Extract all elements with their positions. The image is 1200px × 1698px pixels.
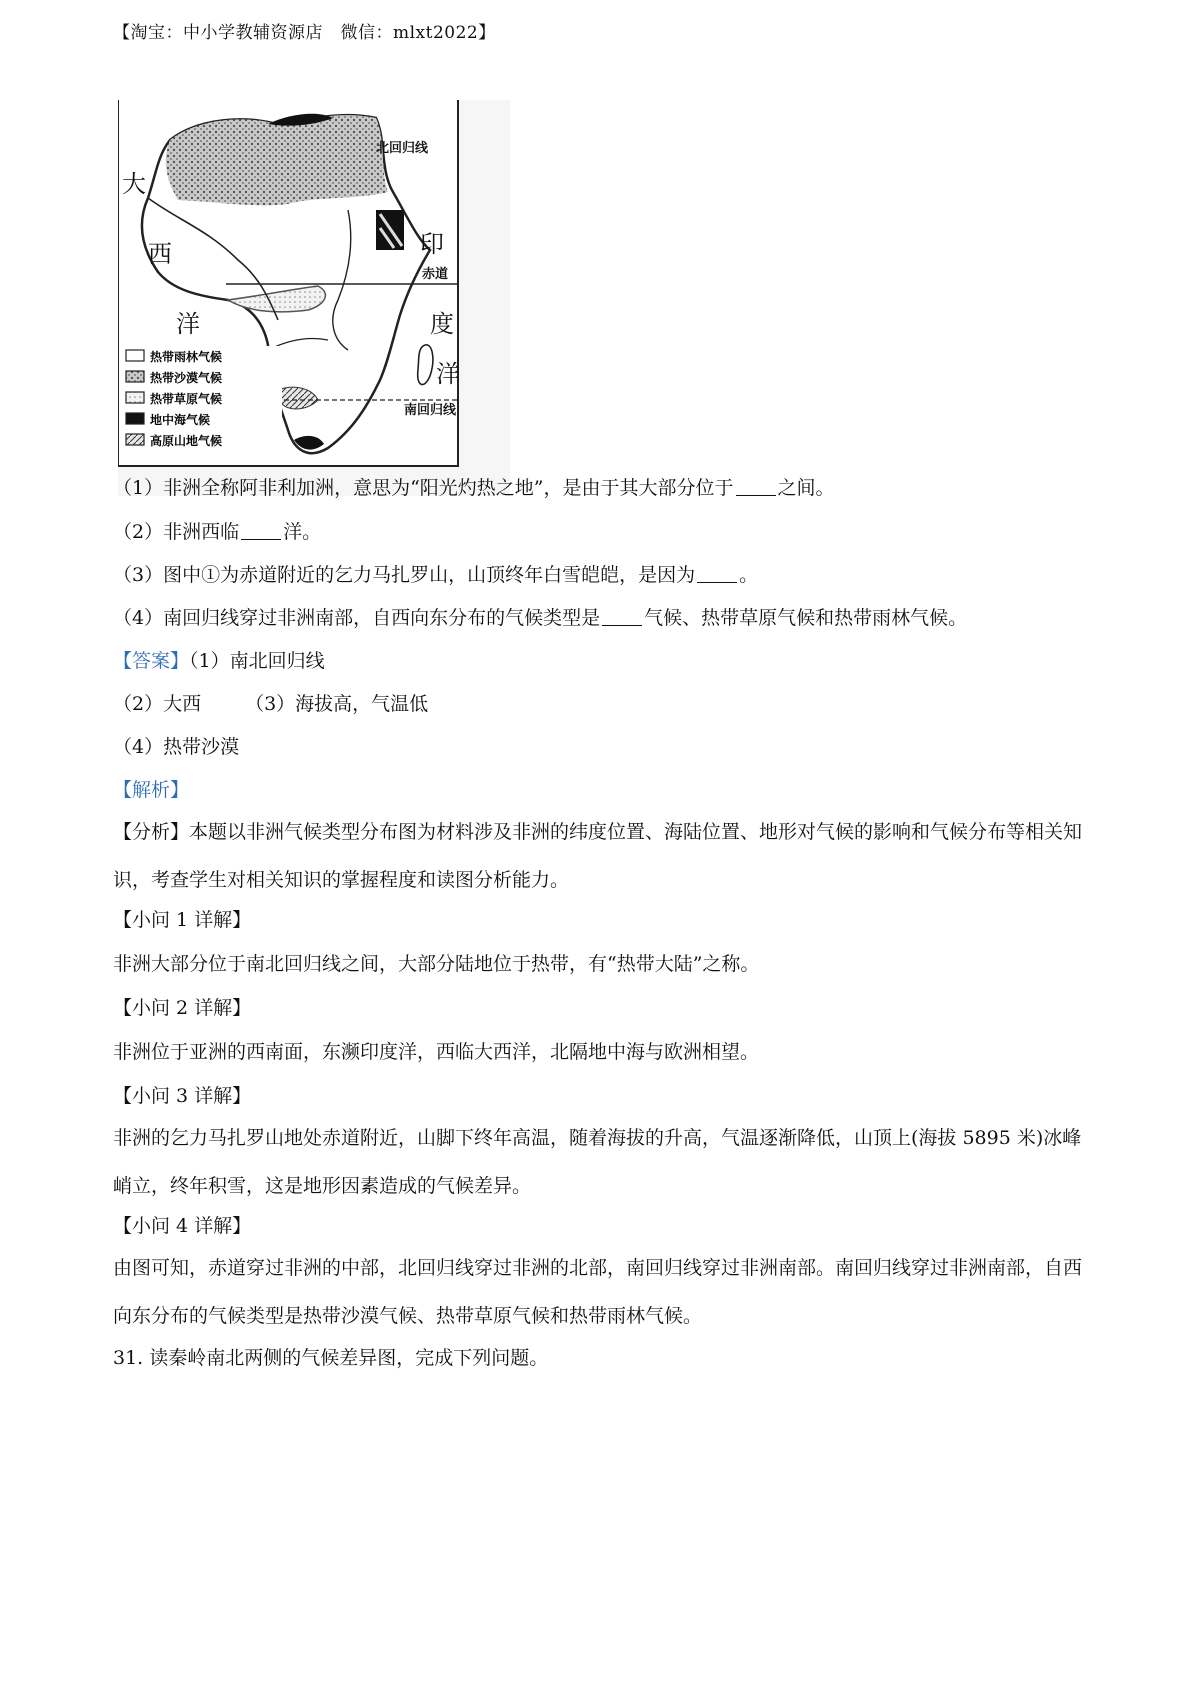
answer-2: （2）大西 (113, 693, 202, 715)
analysis-label: 【解析】 (113, 779, 190, 801)
next-question: 31. 读秦岭南北两侧的气候差异图，完成下列问题。 (113, 1347, 549, 1369)
question-3-text: （3）图中①为赤道附近的乞力马扎罗山，山顶终年白雪皑皑，是因为 (113, 564, 696, 586)
question-2 (113, 518, 321, 546)
ocean-right-3: 洋 (436, 362, 460, 388)
legend-item-3: 热带草原气候 (150, 392, 223, 406)
answer-blank (241, 521, 281, 540)
ocean-right-1: 印 (420, 232, 444, 258)
ocean-left-1: 大 (122, 172, 146, 198)
subquestion-1-text: 非洲大部分位于南北回归线之间，大部分陆地位于热带，有“热带大陆”之称。 (113, 953, 760, 975)
answer-label: 【答案】 (113, 650, 190, 672)
map-legend (122, 346, 282, 456)
question-3 (113, 561, 758, 589)
answer-line-3 (113, 733, 239, 761)
question-3-tail: 。 (739, 564, 759, 586)
answer-3: （3）海拔高，气温低 (245, 693, 429, 715)
subquestion-3-title: 【小问 3 详解】 (113, 1085, 252, 1107)
subquestion-1-title: 【小问 1 详解】 (113, 909, 252, 931)
subquestion-3-text: 非洲的乞力马扎罗山地处赤道附近，山脚下终年高温，随着海拔的升高，气温逐渐降低，山顶上(海拔 5895 米)冰峰峭立，终年积雪，这是地形因素造成的气候差异。 (113, 1127, 1082, 1197)
analysis-intro: 【分析】本题以非洲气候类型分布图为材料涉及非洲的纬度位置、海陆位置、地形对气候的影响和气候分布等相关知识，考查学生对相关知识的掌握程度和读图分析能力。 (113, 821, 1083, 891)
question-1-tail: 之间。 (777, 477, 835, 499)
subquestion-4-text: 由图可知，赤道穿过非洲的中部，北回归线穿过非洲的北部，南回归线穿过非洲南部。南回归线穿过非洲南部，自西向东分布的气候类型是热带沙漠气候、热带草原气候和热带雨林气候。 (113, 1257, 1083, 1327)
legend-item-2: 热带沙漠气候 (150, 371, 223, 385)
legend-item-4: 地中海气候 (150, 413, 211, 427)
equator-label: 赤道 (422, 267, 449, 282)
ocean-left-2: 西 (148, 242, 172, 268)
desert-zone (166, 115, 388, 205)
answer-blank (602, 607, 642, 626)
ocean-left-3: 洋 (176, 312, 200, 338)
question-4 (113, 604, 967, 632)
question-2-text: （2）非洲西临 (113, 521, 240, 543)
south-tropic-label: 南回归线 (404, 403, 457, 418)
question-4-tail: 气候、热带草原气候和热带雨林气候。 (644, 607, 968, 629)
subquestion-2-title: 【小问 2 详解】 (113, 997, 252, 1019)
answer-line-2 (113, 690, 428, 718)
question-1 (113, 474, 835, 502)
legend-item-5: 高原山地气候 (150, 434, 223, 448)
ocean-right-2: 度 (430, 312, 454, 338)
answer-4: （4）热带沙漠 (113, 736, 240, 758)
answer-blank (697, 564, 737, 583)
question-2-tail: 洋。 (283, 521, 322, 543)
page-header: 【淘宝：中小学教辅资源店 微信：mlxt2022】 (113, 23, 496, 43)
question-4-text: （4）南回归线穿过非洲南部，自西向东分布的气候类型是 (113, 607, 601, 629)
question-1-text: （1）非洲全称阿非利加洲，意思为“阳光灼热之地”，是由于其大部分位于 (113, 477, 734, 499)
legend-item-1: 热带雨林气候 (150, 350, 223, 364)
africa-climate-map (118, 100, 510, 496)
subquestion-4-title: 【小问 4 详解】 (113, 1215, 252, 1237)
answer-line-1 (113, 647, 325, 675)
subquestion-2-text: 非洲位于亚洲的西南面，东濒印度洋，西临大西洋，北隔地中海与欧洲相望。 (113, 1041, 760, 1063)
answer-1: （1）南北回归线 (189, 650, 325, 672)
north-tropic-label: 北回归线 (376, 141, 429, 156)
answer-blank (736, 477, 776, 496)
